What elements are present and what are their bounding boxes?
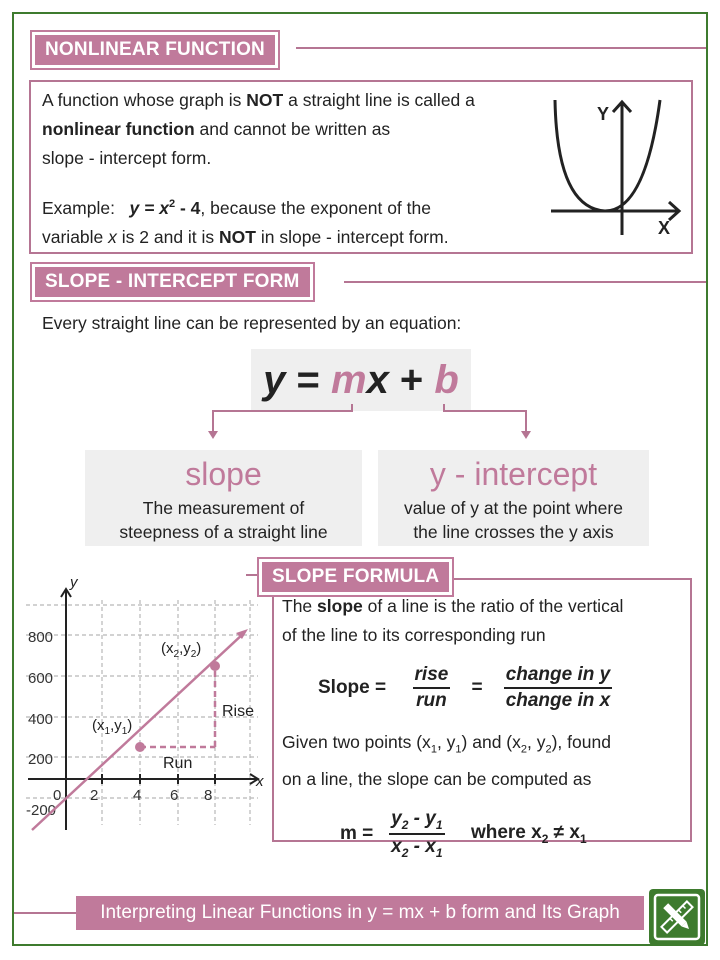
y-tick: 400 (28, 711, 54, 728)
parabola-x-label: X (658, 218, 671, 238)
point-1-label: $(x_1,y_1)$ (92, 717, 133, 737)
section-rule (344, 281, 706, 283)
y-tick: -200 (26, 802, 57, 819)
section-rule (296, 47, 706, 49)
slope-card-line1: The measurement of (142, 498, 305, 518)
slope-graph (20, 575, 270, 835)
slope-card-line2: steepness of a straight line (119, 522, 328, 542)
run-label: Run (163, 755, 193, 772)
axis-x-label: x (256, 773, 264, 790)
footer-rule (14, 912, 78, 914)
point-1 (135, 742, 145, 752)
y-tick: 200 (28, 751, 54, 768)
slope-intercept-intro: Every straight line can be represented by an equation: (42, 313, 462, 333)
slope-card (85, 450, 362, 546)
nonlinear-title: NONLINEAR FUNCTION (35, 35, 275, 65)
slope-card-heading: slope (185, 456, 262, 492)
intercept-card-line1: value of y at the point where (404, 498, 623, 518)
point-2 (210, 661, 220, 671)
rise-label: Rise (222, 703, 255, 720)
footer-title: Interpreting Linear Functions in y = mx + b form and Its Graph (76, 896, 644, 930)
x-tick: 6 (170, 787, 179, 804)
x-tick: 0 (53, 787, 62, 804)
pencil-ruler-icon (649, 889, 705, 945)
slope-intercept-equation: y = mx + b (251, 349, 471, 411)
slope-formula-title: SLOPE FORMULA (262, 562, 449, 592)
slope-points-formula: m = $\frac{y_2 - y_1}{x_2 - x_1}$ where $x_2 \ne x_1$ (340, 808, 587, 860)
intercept-card (378, 450, 649, 546)
parabola-graph (545, 90, 685, 240)
slope-definition: The slope of a line is the ratio of the vertical of the line to its corresponding run (282, 596, 624, 645)
y-tick: 800 (28, 629, 54, 646)
rise-run-formula: Slope = $\frac{\text{rise}}{\text{run}}$ = $\frac{\text{change in y}}{\text{change in x}}$ (318, 664, 611, 711)
x-tick: 2 (90, 787, 99, 804)
axis-y-label: y (70, 575, 78, 591)
intercept-card-line2: the line crosses the y axis (413, 522, 614, 542)
x-tick: 8 (204, 787, 213, 804)
two-points-text: Given two points ($x_1$, $y_1$) and ($x_2$, $y_2$), found on a line, the slope can be computed as (282, 732, 611, 789)
y-tick: 600 (28, 670, 54, 687)
nonlinear-example: Example: $y = x^2 - 4$, because the exponent of the variable x is 2 and it is NOT in slope - intercept form. (42, 197, 449, 247)
point-2-label: $(x_2,y_2)$ (161, 640, 202, 660)
intercept-card-heading: y - intercept (429, 456, 598, 492)
slope-intercept-title: SLOPE - INTERCEPT FORM (35, 267, 310, 297)
x-tick: 4 (133, 787, 142, 804)
equation-arrows (200, 400, 540, 445)
parabola-y-label: Y (597, 104, 610, 124)
nonlinear-definition: A function whose graph is NOT a straight line is called a nonlinear function and cannot be written as slope - intercept form. (42, 90, 475, 168)
